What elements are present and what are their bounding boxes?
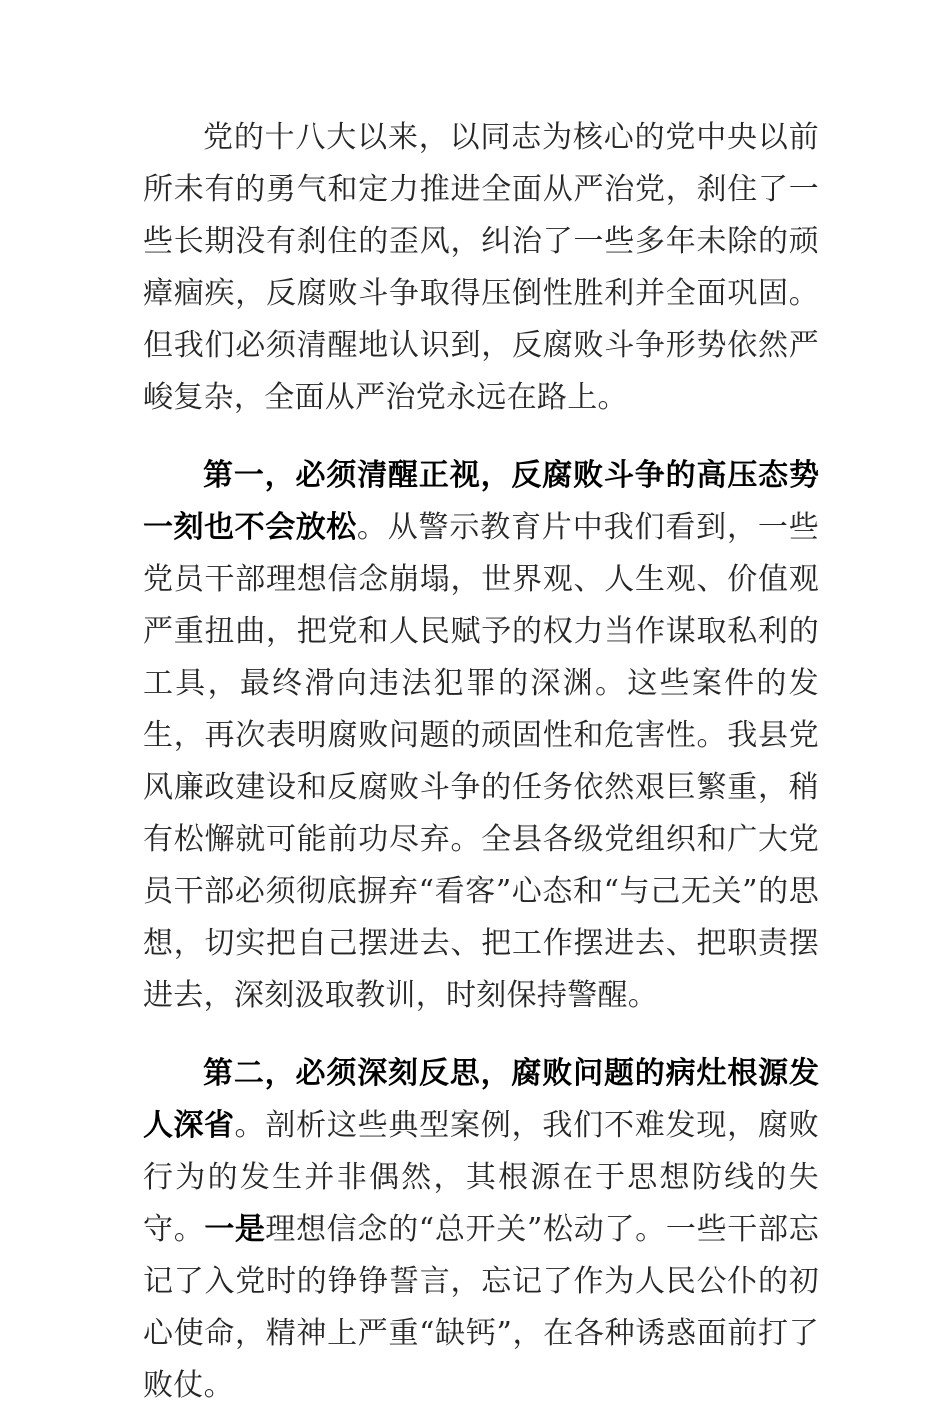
paragraph-3-run-2: 。剖析这些典型案例，我们不难发现，腐败行为的发生并非偶然，其根源在于思想防线的失守。 xyxy=(143,1108,820,1247)
paragraph-3 xyxy=(143,1048,819,1412)
paragraph-1-run-1: 党的十八大以来，以同志为核心的党中央以前所未有的勇气和定力推进全面从严治党，刹住了一些长期没有刹住的歪风，纠治了一些多年未除的顽瘴痼疾，反腐败斗争取得压倒性胜利并全面巩固。但我们必须清醒地认识到，反腐败斗争形势依然严峻复杂，全面从严治党永远在路上。 xyxy=(143,120,819,415)
section-heading-second: 第二，必须深刻反思，腐败问题的病灶根源发人深省 xyxy=(143,1056,819,1143)
document-body xyxy=(143,112,819,1412)
paragraph-2-run-2: 。从警示教育片中我们看到，一些党员干部理想信念崩塌，世界观、人生观、价值观严重扭曲，把党和人民赋予的权力当作谋取私利的工具，最终滑向违法犯罪的深渊。这些案件的发生，再次表明腐败问题的顽固性和危害性。我县党风廉政建设和反腐败斗争的任务依然艰巨繁重，稍有松懈就可能前功尽弃。全县各级党组织和广大党员干部必须彻底摒弃“看客”心态和“与己无关”的思想，切实把自己摆进去、把工作摆进去、把职责摆进去，深刻汲取教训，时刻保持警醒。 xyxy=(143,510,820,1013)
section-heading-first: 第一，必须清醒正视，反腐败斗争的高压态势一刻也不会放松 xyxy=(143,458,819,545)
paragraph-3-run-4: 理想信念的“总开关”松动了。一些干部忘记了入党时的铮铮誓言，忘记了作为人民公仆的初心使命，精神上严重“缺钙”，在各种诱惑面前打了败仗。 xyxy=(143,1212,819,1403)
paragraph-2 xyxy=(143,450,819,1022)
paragraph-1 xyxy=(143,112,819,424)
enumeration-marker-one: 一是 xyxy=(204,1212,266,1247)
